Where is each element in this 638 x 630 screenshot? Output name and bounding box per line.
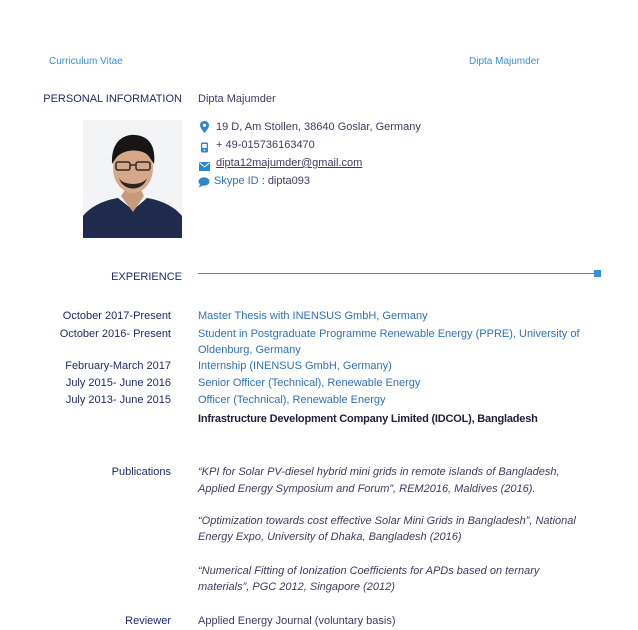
cv-title: Curriculum Vitae [49, 56, 123, 67]
skype-label: Skype ID [214, 175, 259, 187]
skype-value: : dipta093 [261, 175, 311, 187]
experience-title: Student in Postgraduate Programme Renewable Energy (PPRE), University of [198, 328, 580, 340]
publication-line: Applied Energy Symposium and Forum”, REM2016, Maldives (2016). [198, 483, 536, 495]
publication-line: “KPI for Solar PV-diesel hybrid mini grids in remote islands of Bangladesh, [198, 466, 560, 478]
experience-date: October 2016- Present [59, 328, 171, 340]
address-text: 19 D, Am Stollen, 38640 Goslar, Germany [216, 121, 421, 133]
experience-date: July 2013- June 2015 [65, 394, 171, 406]
experience-label: EXPERIENCE [111, 271, 182, 283]
experience-title: Officer (Technical), Renewable Energy [198, 394, 386, 406]
experience-title: Senior Officer (Technical), Renewable Energy [198, 377, 421, 389]
email-link[interactable]: dipta12majumder@gmail.com [216, 157, 363, 169]
experience-title-continued: Oldenburg, Germany [198, 344, 301, 356]
experience-date: February-March 2017 [65, 360, 171, 372]
personal-info-label: PERSONAL INFORMATION [43, 93, 182, 105]
phone-text: + 49-015736163470 [216, 139, 315, 151]
phone-icon [199, 140, 210, 151]
experience-title: Master Thesis with INENSUS GmbH, Germany [198, 310, 428, 322]
envelope-icon [199, 158, 210, 169]
header-name: Dipta Majumder [469, 56, 540, 67]
publication-line: “Optimization towards cost effective Solar Mini Grids in Bangladesh”, National [198, 515, 576, 527]
divider-square-marker [594, 270, 601, 277]
experience-date: July 2015- June 2016 [65, 377, 171, 389]
employer-name: Infrastructure Development Company Limited (IDCOL), Bangladesh [198, 413, 538, 425]
chat-icon [198, 175, 209, 186]
profile-photo [83, 120, 182, 238]
section-divider [198, 273, 594, 274]
location-pin-icon [199, 120, 210, 131]
reviewer-text: Applied Energy Journal (voluntary basis) [198, 615, 396, 627]
experience-date: October 2017-Present [62, 310, 171, 322]
publications-label: Publications [111, 466, 171, 478]
experience-title: Internship (INENSUS GmbH, Germany) [198, 360, 392, 372]
skype-line [214, 175, 310, 187]
publication-line: Energy Expo, University of Dhaka, Bangladesh (2016) [198, 531, 462, 543]
reviewer-label: Reviewer [125, 615, 171, 627]
publication-line: materials”, PGC 2012, Singapore (2012) [198, 581, 395, 593]
publication-line: “Numerical Fitting of Ionization Coefficients for APDs based on ternary [198, 565, 540, 577]
full-name: Dipta Majumder [198, 93, 276, 105]
